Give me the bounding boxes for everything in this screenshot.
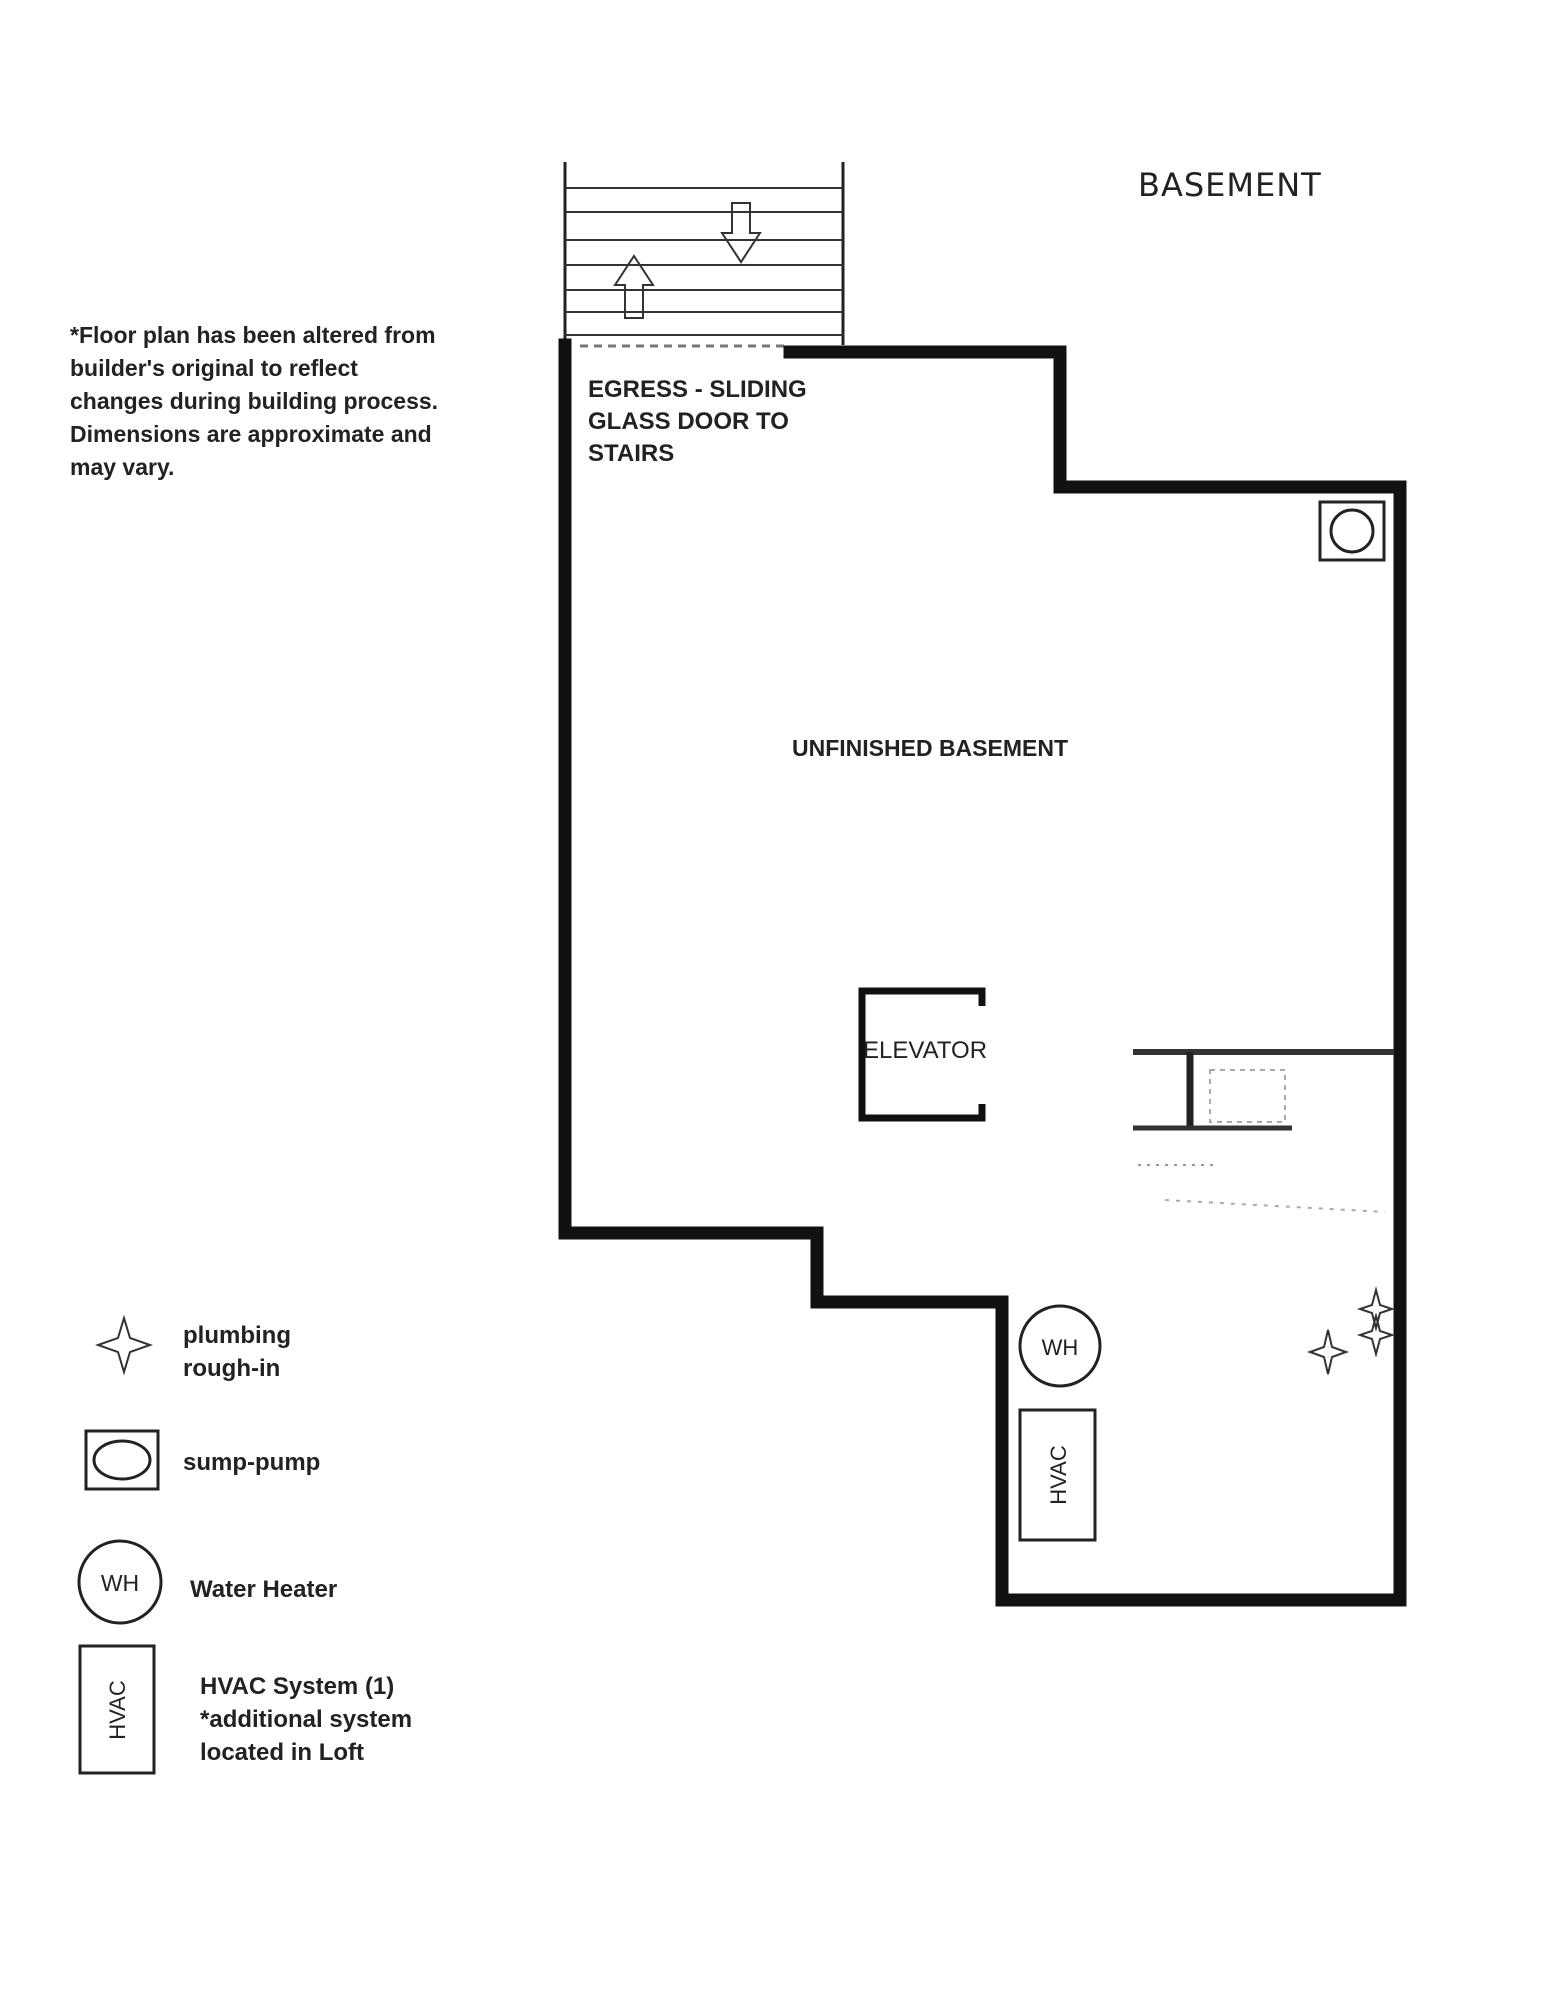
legend-wh-symbol: WH xyxy=(100,1570,140,1596)
legend-plumbing-label: rough-in xyxy=(183,1355,281,1382)
elevator xyxy=(862,991,987,1118)
note-line: Dimensions are approximate and xyxy=(70,421,432,447)
note-line: builder's original to reflect xyxy=(70,355,358,381)
legend-hvac-symbol: HVAC xyxy=(105,1680,130,1740)
unfinished-basement-label: UNFINISHED BASEMENT xyxy=(792,735,1069,761)
legend-water-heater-label: Water Heater xyxy=(190,1576,338,1603)
hvac-label: HVAC xyxy=(1046,1445,1071,1505)
legend-water-heater xyxy=(79,1541,337,1623)
note-line: changes during building process. xyxy=(70,388,439,414)
plan-title: BASEMENT xyxy=(1138,166,1322,204)
water-heater-label: WH xyxy=(1041,1335,1079,1360)
legend-hvac xyxy=(80,1646,412,1773)
legend-sump xyxy=(86,1431,320,1489)
legend-plumbing xyxy=(98,1318,291,1382)
egress-label xyxy=(588,376,807,467)
elevator-label: ELEVATOR xyxy=(863,1037,988,1064)
egress-line: EGRESS - SLIDING xyxy=(588,376,807,403)
sump-pump-icon xyxy=(1320,502,1384,560)
legend-sump-label: sump-pump xyxy=(183,1449,321,1476)
egress-line: STAIRS xyxy=(588,440,675,467)
plumbing-star-icon xyxy=(1310,1330,1346,1374)
exterior-wall xyxy=(565,345,1400,1600)
note-line: may vary. xyxy=(70,454,175,480)
note-line: *Floor plan has been altered from xyxy=(70,322,436,348)
hvac-icon xyxy=(1020,1410,1095,1540)
partition-wall xyxy=(1133,1052,1394,1212)
egress-line: GLASS DOOR TO xyxy=(588,408,789,435)
legend-hvac-label: located in Loft xyxy=(200,1739,364,1766)
legend xyxy=(79,1318,412,1773)
plumbing-star-icon xyxy=(1360,1316,1392,1354)
stairs xyxy=(565,162,843,345)
legend-plumbing-label: plumbing xyxy=(183,1322,291,1349)
disclaimer-note xyxy=(70,322,438,480)
legend-hvac-label: *additional system xyxy=(200,1706,413,1733)
plumbing-star-icon xyxy=(98,1318,150,1372)
legend-hvac-label: HVAC System (1) xyxy=(200,1673,395,1700)
water-heater-icon xyxy=(1020,1306,1100,1386)
plumbing-star-icon xyxy=(1360,1290,1392,1328)
